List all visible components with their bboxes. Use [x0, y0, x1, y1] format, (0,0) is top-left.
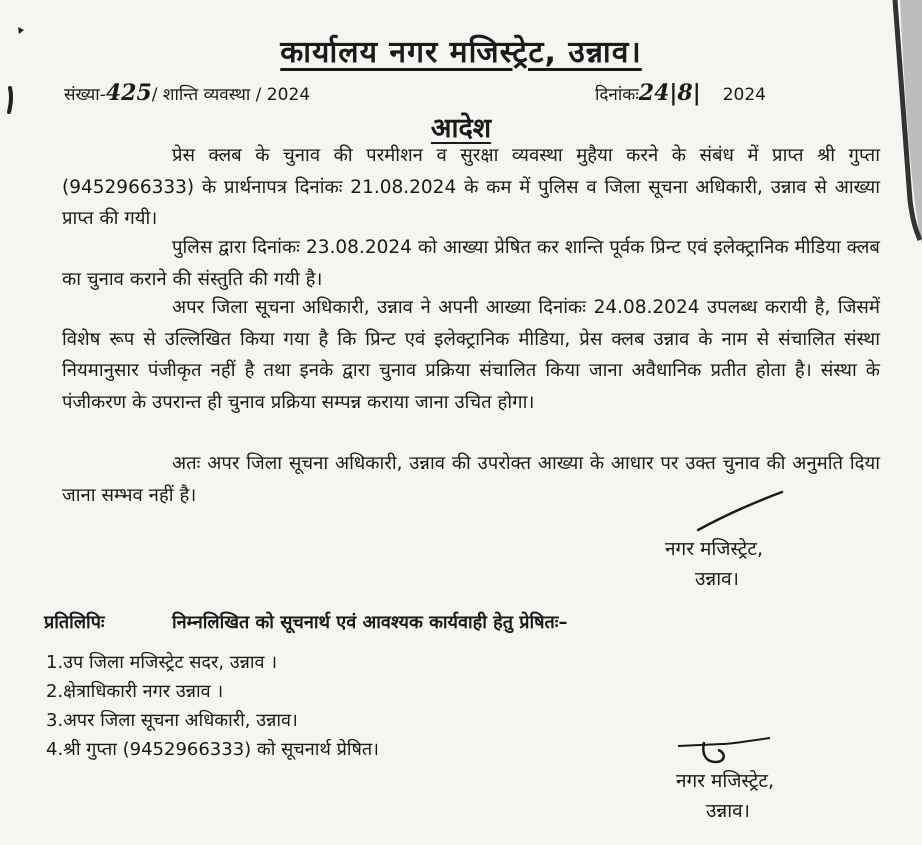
copy-to-label: प्रतिलिपिः: [44, 612, 105, 633]
date-line: [595, 80, 766, 106]
paragraph-2: पुलिस द्वारा दिनांकः 23.08.2024 को आख्या प्रेषित कर शान्ति पूर्वक प्रिन्ट एवं इलेक्ट्रानिक मीडिया क्लब का चुनाव कराने की संस्तुति की गयी है।: [62, 237, 880, 290]
list-item: 1.उप जिला मजिस्ट्रेट सदर, उन्नाव ।: [46, 652, 278, 673]
date-handwritten: 24|8|: [638, 80, 701, 106]
signature-designation-2: नगर मजिस्ट्रेट,: [676, 770, 775, 792]
paragraph-4: अतः अपर जिला सूचना अधिकारी, उन्नाव की उपरोक्त आख्या के आधार पर उक्त चुनाव की अनुमति दिया जाना सम्भव नहीं है।: [62, 453, 880, 506]
date-year: 2024: [722, 85, 766, 105]
copy-to-list: [46, 648, 379, 764]
signature-designation: नगर मजिस्ट्रेट,: [665, 538, 764, 560]
signature-stroke: [690, 488, 790, 536]
reference-number-handwritten: 425: [105, 80, 152, 106]
reference-line: [64, 80, 310, 106]
signature-block-2: [676, 766, 774, 826]
reference-suffix: / शान्ति व्यवस्था / 2024: [151, 85, 311, 105]
paragraph-3: अपर जिला सूचना अधिकारी, उन्नाव ने अपनी आख्या दिनांकः 24.08.2024 उपलब्ध करायी है, जिसमें विशेष रूप से उल्लिखित किया गया है कि प्रिन्ट एवं इलेक्ट्रानिक मीडिया, प्रेस क्लब उन्नाव के नाम से संचालित संस्था नियमानुसार पंजीकृत नहीं है तथा इनके द्वारा चुनाव प्रक्रिया संचालित किया जाना अवैधानिक प्रतीत होता है। संस्था के पंजीकरण के उपरान्त ही चुनाव प्रक्रिया सम्पन्न कराया जाना उचित होगा।: [62, 297, 880, 413]
copy-to-heading: निम्नलिखित को सूचनार्थ एवं आवश्यक कार्यवाही हेतु प्रेषितः–: [172, 612, 568, 633]
signature-block: [665, 534, 763, 594]
paragraph-1: प्रेस क्लब के चुनाव की परमीशन व सुरक्षा व्यवस्था मुहैया करने के संबंध में प्राप्त श्री गुप्ता (9452966333) के प्रार्थनापत्र दिनांकः 21.08.2024 के कम में पुलिस व जिला सूचना अधिकारी, उन्नाव से आख्या प्राप्त की गयी।: [62, 145, 880, 229]
list-item: 3.अपर जिला सूचना अधिकारी, उन्नाव।: [46, 710, 298, 731]
signature-place-2: उन्नाव।: [706, 800, 750, 822]
order-title: आदेश: [430, 113, 492, 144]
list-item: 2.क्षेत्राधिकारी नगर उन्नाव ।: [46, 681, 224, 702]
signature-place: उन्नाव।: [695, 568, 739, 590]
office-title: कार्यालय नगर मजिस्ट्रेट, उन्नाव।: [280, 35, 642, 70]
reference-prefix: संख्या-: [64, 85, 106, 105]
list-item: 4.श्री गुप्ता (9452966333) को सूचनार्थ प्रेषित।: [46, 739, 379, 760]
date-label: दिनांकः: [595, 85, 639, 105]
